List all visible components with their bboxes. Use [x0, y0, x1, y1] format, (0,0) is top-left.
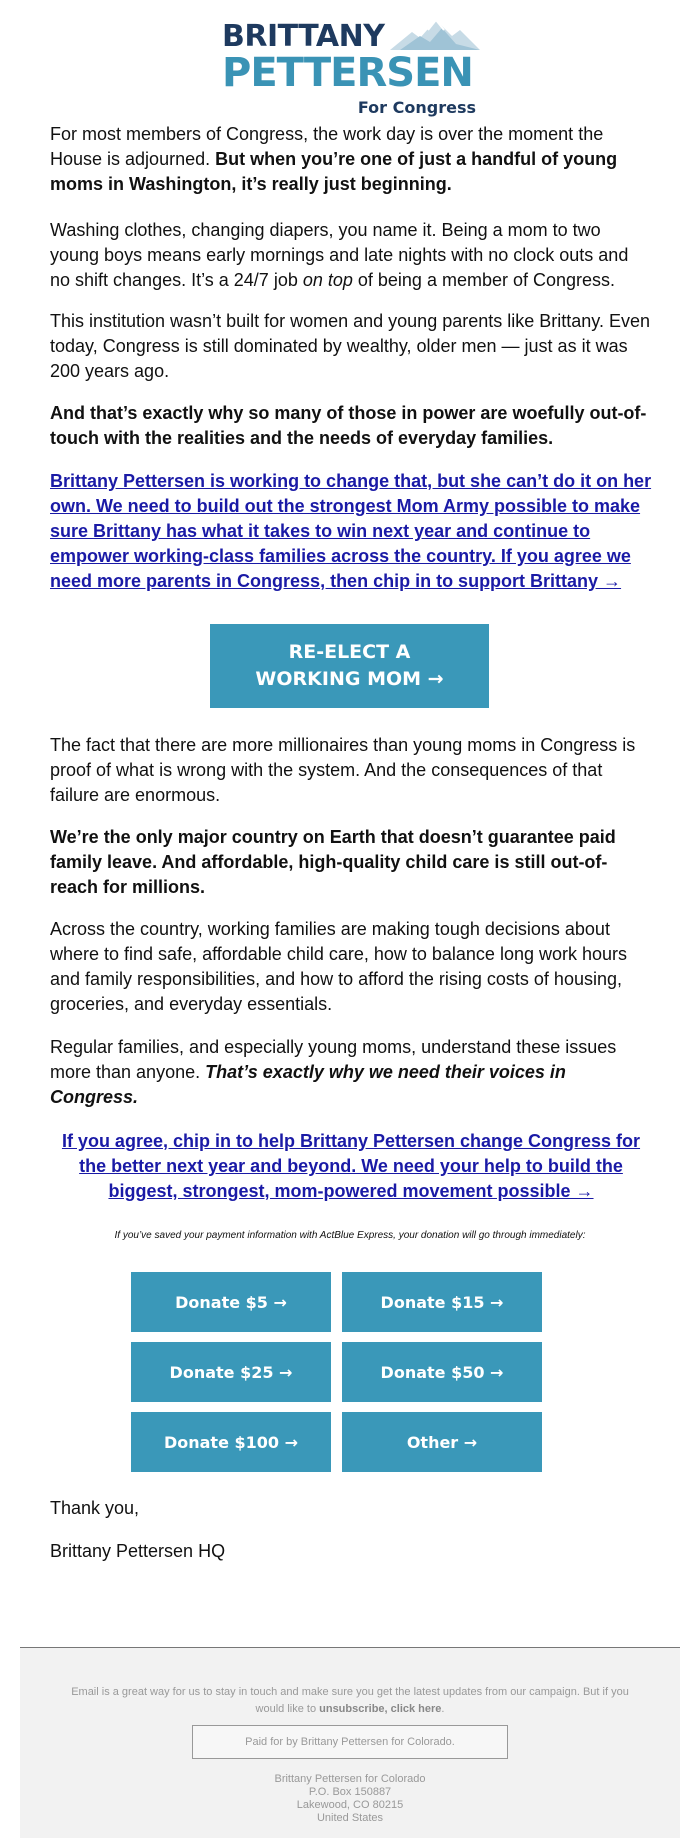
logo-tagline: For Congress	[357, 98, 476, 117]
donate-50-button[interactable]: Donate $50 →	[342, 1342, 542, 1402]
paragraph-4	[50, 401, 652, 451]
paragraph-3-text: This institution wasn’t built for women and young parents like Brittany. Even today, Congress is still dominated by wealthy, older men — just as it was 200 years ago.	[50, 311, 650, 381]
paragraph-2-tail: of being a member of Congress.	[352, 270, 616, 290]
signature-text: Brittany Pettersen HQ	[50, 1541, 226, 1561]
paragraph-1-bold: But when you’re one of just a handful of young moms in Washington, it’s really just beginning.	[50, 149, 618, 194]
donate-link-2-container	[50, 1129, 652, 1204]
footer-text	[60, 1684, 640, 1718]
paragraph-8	[50, 1035, 652, 1110]
paragraph-2-text: Washing clothes, changing diapers, you name it. Being a mom to two young boys means early mornings and late nights with no clock outs and no shift changes. It’s a 24/7 job	[50, 220, 629, 290]
signature-block	[50, 1539, 652, 1564]
address-line-4: United States	[316, 1812, 384, 1824]
paragraph-6-text: We’re the only major country on Earth that doesn’t guarantee paid family leave. And affordable, high-quality child care is still out-of-reach for millions.	[50, 827, 616, 897]
mountains-icon	[390, 18, 480, 52]
thanks-block	[50, 1496, 652, 1521]
address-line-2: P.O. Box 150887	[308, 1786, 392, 1798]
paragraph-5	[50, 733, 652, 808]
address-line-1: Brittany Pettersen for Colorado	[274, 1773, 426, 1785]
address-line-3: Lakewood, CO 80215	[296, 1799, 404, 1811]
unsubscribe-link[interactable]: unsubscribe, click here	[319, 1703, 442, 1715]
donate-link-1[interactable]: Brittany Pettersen is working to change that, but she can’t do it on her own. We need to build out the strongest Mom Army possible to make sure Brittany has what it takes to win next year and continue to empower working-class families across the country. If you agree we need more parents in Congress, then chip in to support Brittany →	[50, 471, 652, 591]
thanks-text: Thank you,	[50, 1498, 140, 1518]
campaign-logo	[222, 18, 482, 117]
reelect-button-line-2: WORKING MOM →	[255, 668, 444, 690]
donate-100-button[interactable]: Donate $100 →	[131, 1412, 331, 1472]
paragraph-2	[50, 218, 652, 293]
logo-line-2: PETTERSEN	[222, 50, 473, 96]
paragraph-7-text: Across the country, working families are making tough decisions about where to find safe, affordable child care, how to balance long work hours and family responsibilities, and how to afford the rising costs of housing, groceries, and everyday essentials.	[50, 919, 628, 1014]
donate-5-button[interactable]: Donate $5 →	[131, 1272, 331, 1332]
donate-link-2[interactable]: If you agree, chip in to help Brittany Pettersen change Congress for the better next year and beyond. We need your help to build the biggest, strongest, mom-powered movement possible →	[61, 1131, 641, 1201]
paragraph-4-text: And that’s exactly why so many of those in power are woefully out-of-touch with the realities and the needs of everyday families.	[50, 403, 647, 448]
logo-line-1: BRITTANY	[222, 19, 385, 54]
paragraph-6	[50, 825, 652, 900]
paragraph-5-text: The fact that there are more millionaires than young moms in Congress is proof of what is wrong with the system. And the consequences of that failure are enormous.	[50, 735, 636, 805]
footer-address	[20, 1773, 680, 1825]
donate-other-button[interactable]: Other →	[342, 1412, 542, 1472]
paragraph-3	[50, 309, 652, 384]
reelect-button-line-1: RE-ELECT A	[288, 641, 411, 663]
paragraph-7	[50, 917, 652, 1017]
paragraph-8-text: Regular families, and especially young moms, understand these issues more than anyone.	[50, 1037, 617, 1082]
paid-for-box: Paid for by Brittany Pettersen for Colorado.	[192, 1725, 508, 1759]
paragraph-1-text: For most members of Congress, the work day is over the moment the House is adjourned.	[50, 124, 604, 169]
donate-25-button[interactable]: Donate $25 →	[131, 1342, 331, 1402]
paragraph-8-emphasis: That’s exactly why we need their voices in Congress.	[50, 1062, 566, 1107]
paragraph-2-emphasis: on top	[302, 270, 353, 290]
donate-link-1-container	[50, 469, 652, 594]
footer-text-b: .	[441, 1703, 445, 1715]
actblue-note: If you’ve saved your payment information with ActBlue Express, your donation will go through immediately:	[114, 1230, 586, 1241]
email-footer	[20, 1647, 680, 1838]
footer-text-a: Email is a great way for us to stay in touch and make sure you get the latest updates from our campaign. But if you would like to	[71, 1686, 629, 1715]
reelect-button[interactable]	[210, 624, 489, 708]
donate-15-button[interactable]: Donate $15 →	[342, 1272, 542, 1332]
paragraph-1	[50, 122, 652, 197]
